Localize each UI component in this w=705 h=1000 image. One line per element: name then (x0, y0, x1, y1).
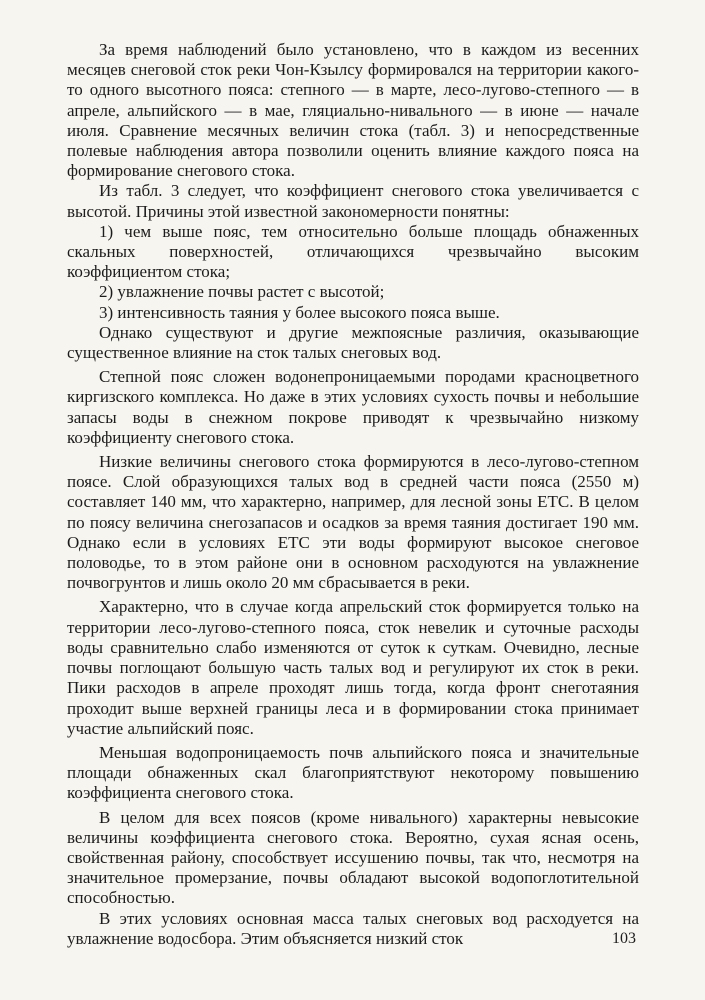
page-number: 103 (612, 930, 636, 947)
paragraph-coefficient: Из табл. 3 следует, что коэффициент снегового стока увеличивается с высотой. Причины этой известной закономерности понятны: (67, 181, 639, 221)
list-item-1: 1) чем выше пояс, тем относительно больше площадь обнаженных скальных поверхностей, отличающихся чрезвычайно высоким коэффициентом стока; (67, 221, 639, 282)
paragraph-overall: В целом для всех поясов (кроме нивального) характерны невысокие величины коэффициента снегового стока. Вероятно, сухая ясная осень, свойственная району, способствует иссушению почвы, так что, несмотря на значительное промерзание, почвы обладают высокой водопоглотительной способностью. (67, 807, 639, 908)
paragraph-differences: Однако существуют и другие межпоясные различия, оказывающие существенное влияние на сток талых снеговых вод. (67, 322, 639, 363)
paragraph-alpine-belt: Меньшая водопроницаемость почв альпийского пояса и значительные площади обнаженных скал благоприятствуют некоторому повышению коэффициента снегового стока. (67, 742, 639, 803)
paragraph-intro: За время наблюдений было установлено, что в каждом из весенних месяцев снеговой сток реки Чон-Кзылсу формировался на территории какого-то одного высотного пояса: степного — в марте, лесо-лугово-степного — в апреле, альпийского — в мае, гляциально-нивального — в июне — начале июля. Сравнение месячных величин стока (табл. 3) и непосредственные полевые наблюдения автора позволили оценить влияние каждого пояса на формирование снегового стока. (67, 40, 639, 181)
paragraph-steppe-belt: Степной пояс сложен водонепроницаемыми породами красноцветного киргизского комплекса. Но даже в этих условиях сухость почвы и небольшие запасы воды в снежном покрове приводят к чрезвычайно низкому коэффициенту снегового стока. (67, 367, 639, 447)
list-item-2: 2) увлажнение почвы растет с высотой; (99, 282, 385, 302)
paragraph-april-runoff: Характерно, что в случае когда апрельский сток формируется только на территории лесо-лугово-степного пояса, сток невелик и суточные расходы воды сравнительно слабо изменяются от суток к суткам. Очевидно, лесные почвы поглощают большую часть талых вод и регулируют их сток в реки. Пики расходов в апреле проходят лишь тогда, когда фронт снеготаяния проходит выше верхней границы леса и в формировании стока принимает участие альпийский пояс. (67, 597, 639, 738)
body-text (67, 40, 639, 949)
list-item-3: 3) интенсивность таяния у более высокого пояса выше. (99, 302, 500, 322)
paragraph-conclusion: В этих условиях основная масса талых снеговых вод расходуется на увлажнение водосбора. Этим объясняется низкий сток (67, 908, 639, 948)
paragraph-forest-meadow-belt: Низкие величины снегового стока формируются в лесо-лугово-степном поясе. Слой образующихся талых вод в средней части пояса (2550 м) составляет 140 мм, что характерно, например, для лесной зоны ЕТС. В целом по поясу величина снегозапасов и осадков за время таяния достигает 190 мм. Однако если в условиях ЕТС эти воды формируют высокое снеговое половодье, то в этом районе они в основном расходуются на увлажнение почвогрунтов и лишь около 20 мм сбрасывается в реки. (67, 452, 639, 593)
